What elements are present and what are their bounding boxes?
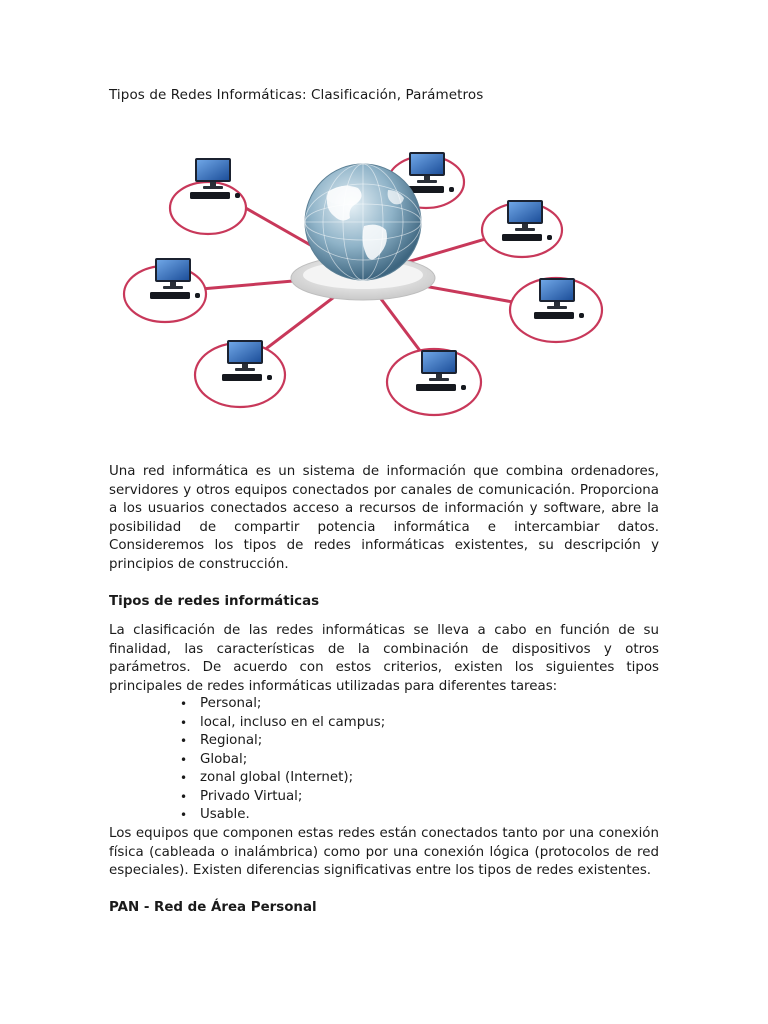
section-heading-tipos: Tipos de redes informáticas: [109, 594, 320, 609]
section-heading-pan: PAN - Red de Área Personal: [109, 900, 317, 915]
connections-paragraph: Los equipos que componen estas redes están conectados tanto por una conexión física (cableada o inalámbrica) como por una conexión lógica (protocolos de red especiales). Existen diferencias significativas entre los tipos de redes existentes.: [109, 826, 659, 879]
list-item: • Usable.: [180, 806, 385, 825]
list-item: • Privado Virtual;: [180, 788, 385, 807]
list-item: • zonal global (Internet);: [180, 769, 385, 788]
list-item: • Regional;: [180, 732, 385, 751]
intro-paragraph: Una red informática es un sistema de información que combina ordenadores, servidores y otros equipos conectados por canales de comunicación. Proporciona a los usuarios conectados acceso a recursos de información y software, abre la posibilidad de compartir potencia informática e intercambiar datos. Consideremos los tipos de redes informáticas existentes, su descripción y principios de construcción.: [109, 464, 659, 572]
list-item: • Personal;: [180, 695, 385, 714]
list-item: • Global;: [180, 751, 385, 770]
document-title: Tipos de Redes Informáticas: Clasificación, Parámetros: [109, 87, 484, 103]
list-item: • local, incluso en el campus;: [180, 714, 385, 733]
classification-paragraph: La clasificación de las redes informáticas se lleva a cabo en función de su finalidad, las características de la combinación de dispositivos y otros parámetros. De acuerdo con estos criterios, existen los siguientes tipos principales de redes informáticas utilizadas para diferentes tareas:: [109, 623, 659, 694]
network-diagram-image: [106, 130, 620, 442]
network-types-list: [180, 695, 385, 825]
